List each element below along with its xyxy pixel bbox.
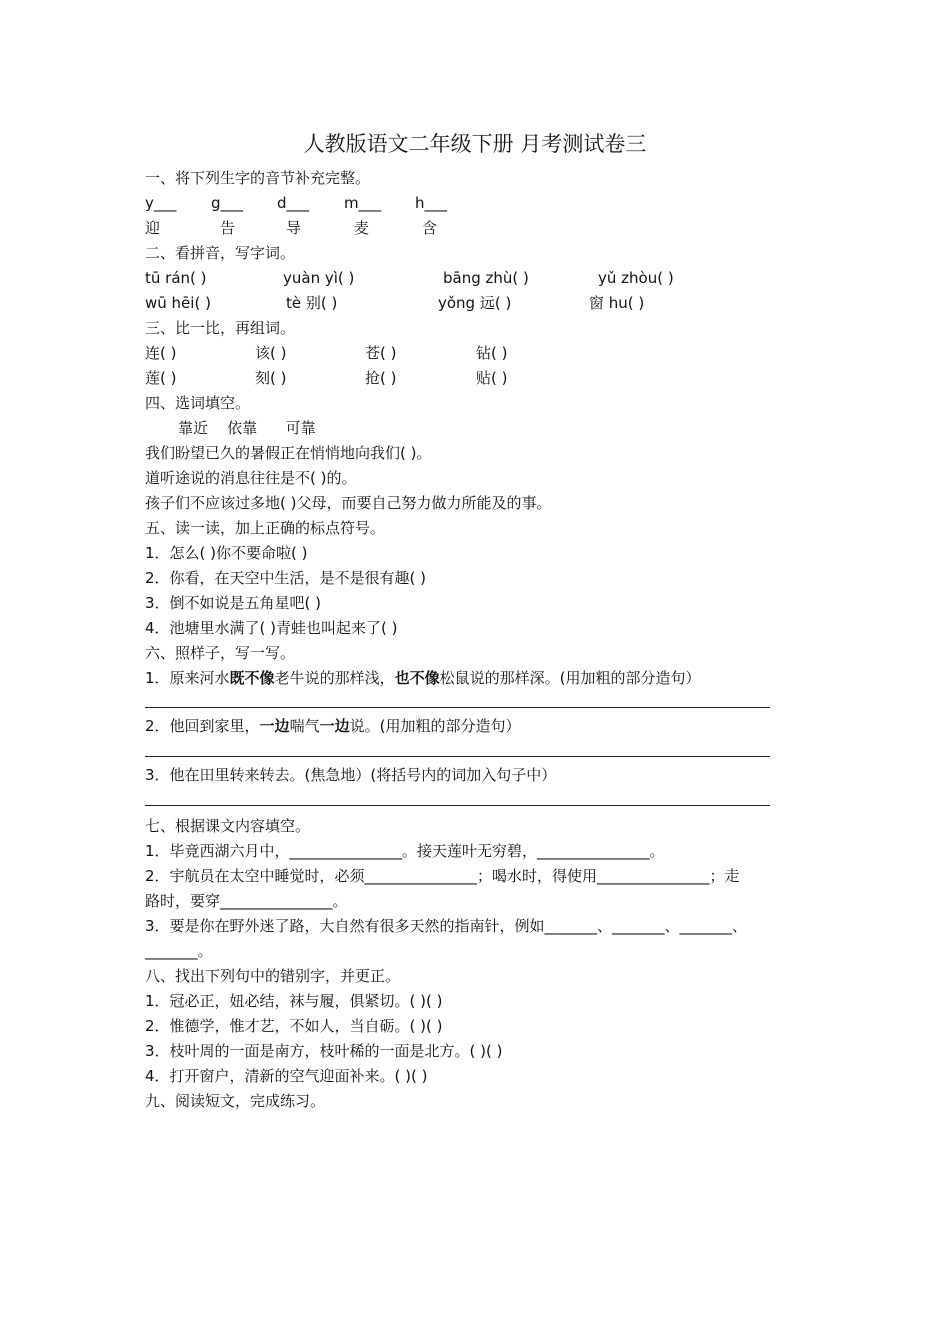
pinyin-blank: m___: [344, 194, 382, 212]
pinyin-blank: d___: [277, 194, 310, 212]
fill-line: 3．要是你在野外迷了路，大自然有很多天然的指南针，例如_______、_______、_______、: [145, 917, 748, 935]
example-sentence-1: [145, 669, 700, 687]
sentence-text: 老牛说的那样浅，: [274, 669, 395, 687]
sentence-text: 松鼠说的那样深。(用加粗的部分造句）: [439, 669, 701, 687]
fill-sentence: 我们盼望已久的暑假正在悄悄地向我们( )。: [145, 444, 432, 462]
fill-sentence: 孩子们不应该过多地( )父母，而要自己努力做力所能及的事。: [145, 494, 552, 512]
sentence-text: 说。(用加粗的部分造句）: [349, 717, 521, 735]
compare-item: 贴( ): [476, 369, 508, 387]
pinyin-item: tè 别( ): [286, 294, 338, 312]
fill-line: _______。: [145, 942, 213, 960]
bold-phrase: 也不像: [394, 669, 440, 687]
example-sentence-2: [145, 717, 520, 735]
character: 含: [422, 219, 438, 237]
section-8-heading: 八、找出下列句中的错别字，并更正。: [145, 967, 401, 985]
pinyin-blank: g___: [211, 194, 244, 212]
character: 导: [286, 219, 302, 237]
punctuation-item: 1．怎么( )你不要命啦( ): [145, 544, 308, 562]
compare-item: 莲( ): [145, 369, 177, 387]
pinyin-blank: y___: [145, 194, 177, 212]
page-title: 人教版语文二年级下册 月考测试卷三: [303, 132, 647, 156]
character: 告: [220, 219, 236, 237]
section-9-heading: 九、阅读短文，完成练习。: [145, 1092, 326, 1110]
correction-item: 2．惟德学，惟才艺，不如人，当自砺。( )( ): [145, 1017, 443, 1035]
section-3-heading: 三、比一比，再组词。: [145, 319, 296, 337]
compare-item: 连( ): [145, 344, 177, 362]
pinyin-blank: h___: [415, 194, 448, 212]
bold-phrase: 一边: [259, 717, 290, 735]
pinyin-item: yǒng 远( ): [438, 294, 512, 312]
fill-line: 1．毕竟西湖六月中，_______________。接天莲叶无穷碧，_______________。: [145, 842, 665, 860]
pinyin-item: 窗 hu( ): [589, 294, 645, 312]
section-1-heading: 一、将下列生字的音节补充完整。: [145, 169, 371, 187]
section-4-heading: 四、选词填空。: [145, 394, 251, 412]
correction-item: 1．冠必正，妞必结，袜与履，俱紧切。( )( ): [145, 992, 443, 1010]
character: 迎: [145, 219, 161, 237]
section-5-heading: 五、读一读，加上正确的标点符号。: [145, 519, 386, 537]
sentence-text: 1．原来河水: [145, 669, 230, 687]
compare-item: 苍( ): [365, 344, 397, 362]
fill-line: 2．宇航员在太空中睡觉时，必须_______________；喝水时，得使用_______________；走: [145, 867, 740, 885]
fill-sentence: 道听途说的消息往往是不( )的。: [145, 469, 357, 487]
character: 麦: [354, 219, 370, 237]
punctuation-item: 2．你看，在天空中生活，是不是很有趣( ): [145, 569, 427, 587]
answer-line[interactable]: [145, 805, 770, 806]
compare-item: 刻( ): [255, 369, 287, 387]
sentence-text: 2．他回到家里，: [145, 717, 260, 735]
fill-line: 路时，要穿_______________。: [145, 892, 348, 910]
sentence-text: 喘气: [289, 717, 320, 735]
punctuation-item: 4．池塘里水满了( )青蛙也叫起来了( ): [145, 619, 398, 637]
bold-phrase: 一边: [319, 717, 350, 735]
pinyin-item: wū hēi( ): [145, 294, 211, 312]
answer-line[interactable]: [145, 707, 770, 708]
answer-line[interactable]: [145, 756, 770, 757]
word-choices: 靠近 依靠 可靠: [178, 419, 316, 437]
compare-item: 该( ): [255, 344, 287, 362]
pinyin-item: tū rán( ): [145, 269, 207, 287]
section-2-heading: 二、看拼音，写字词。: [145, 244, 296, 262]
pinyin-item: bāng zhù( ): [443, 269, 529, 287]
correction-item: 3．枝叶周的一面是南方，枝叶稀的一面是北方。( )( ): [145, 1042, 503, 1060]
example-sentence-3: 3．他在田里转来转去。(焦急地）(将括号内的词加入句子中）: [145, 766, 557, 784]
pinyin-item: yuàn yì( ): [283, 269, 355, 287]
compare-item: 抢( ): [365, 369, 397, 387]
correction-item: 4．打开窗户，清新的空气迎面补来。( )( ): [145, 1067, 428, 1085]
bold-phrase: 既不像: [229, 669, 275, 687]
punctuation-item: 3．倒不如说是五角星吧( ): [145, 594, 322, 612]
pinyin-item: yǔ zhòu( ): [598, 269, 674, 287]
section-7-heading: 七、根据课文内容填空。: [145, 817, 311, 835]
section-6-heading: 六、照样子，写一写。: [145, 644, 296, 662]
compare-item: 钻( ): [476, 344, 508, 362]
